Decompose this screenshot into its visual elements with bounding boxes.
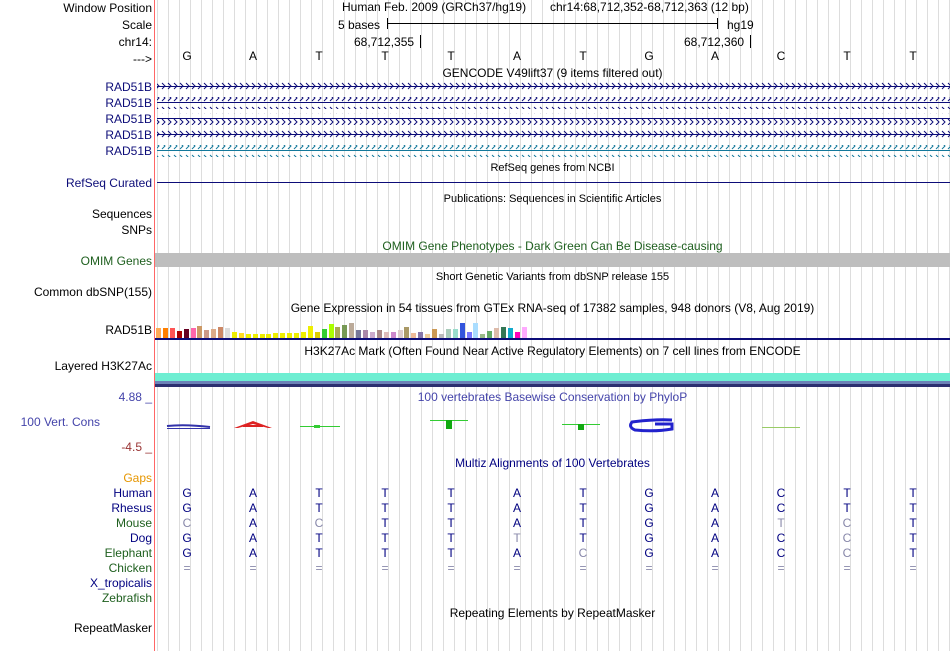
gtex-tissue-bar[interactable] xyxy=(501,327,506,338)
strand-arrow-label: ---> xyxy=(133,52,152,66)
track-labels xyxy=(0,0,155,651)
phylop-base-7 xyxy=(562,424,600,430)
transcript-5 xyxy=(157,145,950,157)
gtex-tissue-bar[interactable] xyxy=(197,326,202,338)
coord-tick-mark-2 xyxy=(750,35,751,48)
gtex-tissue-bar[interactable] xyxy=(211,329,216,338)
alignment-base: = xyxy=(777,561,785,575)
gtex-tissue-bar[interactable] xyxy=(170,328,175,338)
base-sequence xyxy=(155,49,950,65)
scale-db: hg19 xyxy=(727,18,754,32)
alignment-base: T xyxy=(447,531,455,545)
gtex-tissue-bar[interactable] xyxy=(204,330,209,338)
gtex-tissue-bar[interactable] xyxy=(163,328,168,338)
gtex-tissue-bar[interactable] xyxy=(335,327,340,338)
alignment-base: = xyxy=(249,561,257,575)
gtex-tissue-bar[interactable] xyxy=(329,324,334,338)
alignment-base: T xyxy=(315,486,323,500)
alignment-base: T xyxy=(843,501,851,515)
species-x-tropicalis[interactable]: X_tropicalis xyxy=(89,576,152,590)
coord-tick-1: 68,712,355 xyxy=(354,35,415,49)
gtex-tissue-bar[interactable] xyxy=(225,328,230,338)
alignment-base: = xyxy=(579,561,587,575)
alignment-base: T xyxy=(381,486,389,500)
track-image[interactable] xyxy=(155,0,950,651)
alignment-base: T xyxy=(447,546,455,560)
scale-bases: 5 bases xyxy=(338,18,381,32)
phylop-base-2 xyxy=(234,421,272,428)
coord-tick-mark-1 xyxy=(420,35,421,48)
alignment-base: C xyxy=(776,546,786,560)
alignment-base: T xyxy=(381,531,389,545)
alignment-base: = xyxy=(909,561,917,575)
assembly-title: Human Feb. 2009 (GRCh37/hg19) xyxy=(342,0,527,14)
alignment-base: A xyxy=(710,501,719,515)
alignment-base: A xyxy=(248,546,257,560)
alignment-base: A xyxy=(710,486,719,500)
gtex-tissue-bar[interactable] xyxy=(363,330,368,338)
gtex-tissue-bar[interactable] xyxy=(453,329,458,338)
multiz-title: Multiz Alignments of 100 Vertebrates xyxy=(455,456,650,470)
alignment-base: C xyxy=(842,531,852,545)
species-elephant[interactable]: Elephant xyxy=(104,546,152,560)
alignment-base: T xyxy=(447,501,455,515)
alignment-base: T xyxy=(447,486,455,500)
gtex-tissue-bar[interactable] xyxy=(156,328,161,338)
alignment-base: T xyxy=(843,486,851,500)
alignment-base: T xyxy=(447,516,455,530)
snps-label[interactable]: SNPs xyxy=(121,223,152,237)
alignment-base: G xyxy=(182,501,192,515)
sequence-base: C xyxy=(776,49,786,63)
alignment-base: = xyxy=(315,561,323,575)
gtex-tissue-bar[interactable] xyxy=(508,328,513,338)
alignment-base: C xyxy=(182,516,192,530)
alignment-base: A xyxy=(512,546,521,560)
alignment-base: T xyxy=(381,546,389,560)
transcript-3 xyxy=(157,113,950,125)
gaps-label[interactable]: Gaps xyxy=(123,471,152,485)
gtex-tissue-bar[interactable] xyxy=(404,327,409,338)
gtex-tissue-bar[interactable] xyxy=(446,329,451,338)
sequence-base: T xyxy=(447,49,455,63)
gencode-label-3[interactable]: RAD51B xyxy=(105,112,152,126)
alignment-base: C xyxy=(842,546,852,560)
gtex-tissue-bar[interactable] xyxy=(398,330,403,338)
alignment-base: T xyxy=(579,516,587,530)
alignment-base: = xyxy=(513,561,521,575)
gtex-baseline xyxy=(155,338,950,340)
alignment-row-chicken[interactable] xyxy=(155,561,950,575)
alignment-base: G xyxy=(644,501,654,515)
gtex-tissue-bar[interactable] xyxy=(342,325,347,338)
alignment-base: T xyxy=(579,501,587,515)
refseq-title: RefSeq genes from NCBI xyxy=(490,162,615,174)
gtex-tissue-bar[interactable] xyxy=(356,330,361,338)
gtex-expression-bars[interactable] xyxy=(155,322,950,338)
dbsnp-title: Short Genetic Variants from dbSNP release 155 xyxy=(435,271,670,283)
alignment-base: T xyxy=(909,501,917,515)
alignment-base: = xyxy=(843,561,851,575)
alignment-base: C xyxy=(776,501,786,515)
gtex-tissue-bar[interactable] xyxy=(377,330,382,338)
alignment-base: T xyxy=(381,516,389,530)
repeatmasker-title: Repeating Elements by RepeatMasker xyxy=(449,606,656,620)
gtex-title: Gene Expression in 54 tissues from GTEx RNA-seq of 17382 samples, 948 donors (V8, Aug 2019) xyxy=(290,301,815,315)
sequence-base: T xyxy=(579,49,587,63)
omim-gene-bar[interactable] xyxy=(155,253,950,267)
species-mouse[interactable]: Mouse xyxy=(115,516,152,530)
gtex-tissue-bar[interactable] xyxy=(177,331,182,338)
alignment-base: G xyxy=(644,546,654,560)
h3k27ac-label[interactable]: Layered H3K27Ac xyxy=(54,359,152,373)
alignment-base: A xyxy=(248,531,257,545)
alignment-base: G xyxy=(644,486,654,500)
alignment-row-mouse[interactable] xyxy=(155,516,950,530)
alignment-base: = xyxy=(447,561,455,575)
alignment-base: T xyxy=(909,486,917,500)
gencode-label-4[interactable]: RAD51B xyxy=(105,128,152,142)
alignment-base: A xyxy=(248,501,257,515)
cons-min-label: -4.5 _ xyxy=(121,440,152,454)
alignment-base: G xyxy=(182,486,192,500)
gtex-tissue-bar[interactable] xyxy=(218,327,223,338)
gencode-transcripts[interactable] xyxy=(155,80,950,160)
alignment-base: T xyxy=(579,531,587,545)
alignment-base: A xyxy=(710,516,719,530)
transcript-4 xyxy=(157,129,950,141)
alignment-base: A xyxy=(248,486,257,500)
transcript-2 xyxy=(157,97,950,109)
alignment-base: T xyxy=(513,531,521,545)
gtex-tissue-bar[interactable] xyxy=(494,328,499,338)
gencode-label-5[interactable]: RAD51B xyxy=(105,144,152,158)
alignment-base: T xyxy=(909,516,917,530)
alignment-base: A xyxy=(710,531,719,545)
species-chicken[interactable]: Chicken xyxy=(108,561,152,575)
alignment-base: G xyxy=(182,531,192,545)
scale-label: Scale xyxy=(121,18,152,32)
alignment-base: T xyxy=(315,531,323,545)
alignment-base: T xyxy=(777,516,785,530)
alignment-base: C xyxy=(776,531,786,545)
alignment-row-dog[interactable] xyxy=(155,531,950,545)
phylop-base-5 xyxy=(430,420,468,429)
gtex-tissue-bar[interactable] xyxy=(184,329,189,338)
alignment-base: T xyxy=(579,486,587,500)
alignment-row-rhesus[interactable] xyxy=(155,501,950,515)
alignment-base: A xyxy=(512,501,521,515)
alignment-base: A xyxy=(248,516,257,530)
phylop-base-3 xyxy=(300,425,340,428)
sequence-base: T xyxy=(315,49,323,63)
alignment-base: A xyxy=(512,486,521,500)
h3k27ac-signal[interactable] xyxy=(155,373,950,387)
species-rhesus[interactable]: Rhesus xyxy=(111,501,152,515)
alignment-base: = xyxy=(645,561,653,575)
alignment-base: T xyxy=(909,546,917,560)
omim-genes-label[interactable]: OMIM Genes xyxy=(80,254,152,268)
gtex-tissue-bar[interactable] xyxy=(522,327,527,338)
sequences-label[interactable]: Sequences xyxy=(91,207,152,221)
phylop-title: 100 vertebrates Basewise Conservation by PhyloP xyxy=(417,390,688,404)
gtex-tissue-bar[interactable] xyxy=(487,331,492,338)
repeatmasker-label[interactable]: RepeatMasker xyxy=(73,621,152,635)
cons-label[interactable]: 100 Vert. Cons xyxy=(20,415,100,429)
gencode-label-2[interactable]: RAD51B xyxy=(105,96,152,110)
species-human[interactable]: Human xyxy=(113,486,152,500)
scale-bar xyxy=(387,18,717,28)
coord-tick-2: 68,712,360 xyxy=(684,35,745,49)
gencode-title: GENCODE V49lift37 (9 items filtered out) xyxy=(442,66,663,80)
cons-max-label: 4.88 _ xyxy=(118,390,152,404)
sequence-base: T xyxy=(381,49,389,63)
gencode-label-1[interactable]: RAD51B xyxy=(105,80,152,94)
phylop-base-8 xyxy=(631,420,672,431)
chrom-label: chr14: xyxy=(118,35,152,49)
gtex-tissue-bar[interactable] xyxy=(191,328,196,338)
alignment-base: G xyxy=(644,516,654,530)
phylop-base-1 xyxy=(167,425,210,429)
sequence-base: A xyxy=(512,49,521,63)
sequence-base: G xyxy=(644,49,654,63)
gtex-tissue-bar[interactable] xyxy=(432,329,437,338)
gtex-gene-label[interactable]: RAD51B xyxy=(105,323,152,337)
sequence-base: A xyxy=(710,49,719,63)
alignment-base: A xyxy=(512,516,521,530)
alignment-base: = xyxy=(711,561,719,575)
gtex-tissue-bar[interactable] xyxy=(460,323,465,338)
alignment-base: G xyxy=(644,531,654,545)
alignment-base: C xyxy=(578,546,588,560)
alignment-row-elephant[interactable] xyxy=(155,546,950,560)
gtex-tissue-bar[interactable] xyxy=(349,323,354,338)
alignment-base: C xyxy=(314,516,324,530)
alignment-base: T xyxy=(381,501,389,515)
alignment-base: T xyxy=(315,546,323,560)
sequence-base: T xyxy=(843,49,851,63)
phylop-base-10 xyxy=(762,427,800,428)
transcript-1 xyxy=(157,81,950,93)
alignment-base: G xyxy=(182,546,192,560)
species-dog[interactable]: Dog xyxy=(129,531,152,545)
gtex-tissue-bar[interactable] xyxy=(322,329,327,338)
phylop-logo[interactable] xyxy=(155,410,950,440)
sequence-base: A xyxy=(248,49,257,63)
sequence-base: G xyxy=(182,49,192,63)
sequence-base: T xyxy=(909,49,917,63)
refseq-label[interactable]: RefSeq Curated xyxy=(65,176,152,190)
refseq-gene-line[interactable] xyxy=(157,182,950,183)
dbsnp-label[interactable]: Common dbSNP(155) xyxy=(33,285,152,299)
alignment-base: C xyxy=(776,486,786,500)
position-title: chr14:68,712,352-68,712,363 (12 bp) xyxy=(550,0,749,14)
alignment-base: = xyxy=(381,561,389,575)
alignment-row-human[interactable] xyxy=(155,486,950,500)
publications-title: Publications: Sequences in Scientific Articles xyxy=(443,193,662,205)
gtex-tissue-bar[interactable] xyxy=(308,326,313,338)
h3k27ac-title: H3K27Ac Mark (Often Found Near Active Regulatory Elements) on 7 cell lines from ENCODE xyxy=(304,344,801,358)
alignment-base: = xyxy=(183,561,191,575)
window-position-label: Window Position xyxy=(63,1,152,15)
alignment-base: C xyxy=(842,516,852,530)
alignment-base: T xyxy=(315,501,323,515)
omim-title: OMIM Gene Phenotypes - Dark Green Can Be Disease-causing xyxy=(382,239,723,253)
alignment-base: A xyxy=(710,546,719,560)
alignment-base: T xyxy=(909,531,917,545)
species-zebrafish[interactable]: Zebrafish xyxy=(101,591,152,605)
gtex-tissue-bar[interactable] xyxy=(473,323,478,338)
